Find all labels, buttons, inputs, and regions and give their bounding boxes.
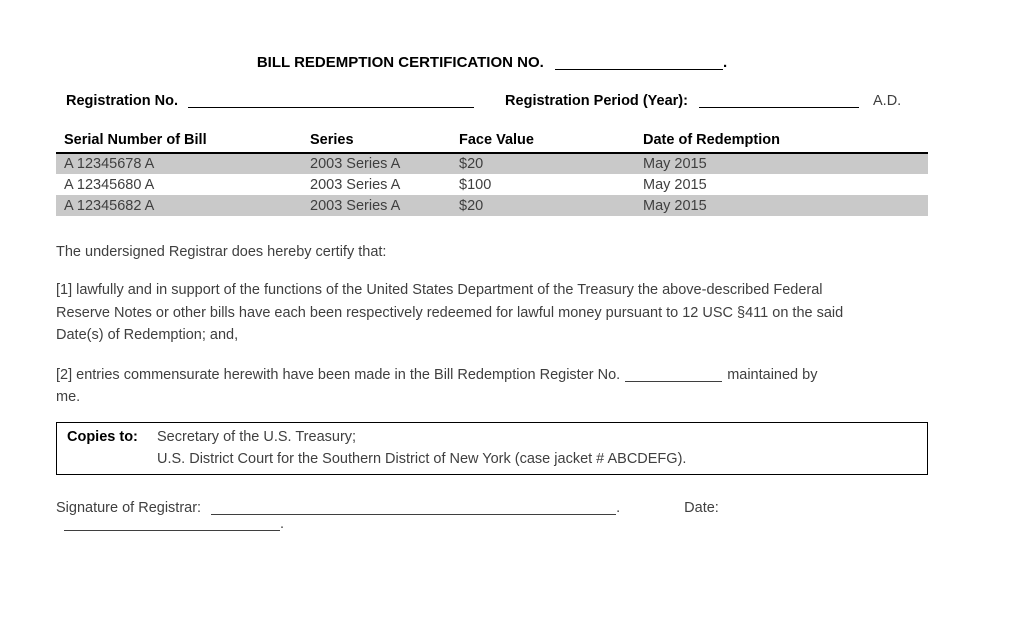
table-row [56, 153, 928, 174]
copies-to-content [157, 426, 927, 470]
clause-2-text-before: [2] entries commensurate herewith have been made in the Bill Redemption Register No. [56, 366, 621, 383]
clause-2-line-1 [56, 364, 928, 387]
cell-date: May 2015 [635, 153, 928, 174]
document-content [56, 0, 928, 532]
table-row [56, 174, 928, 195]
registration-line [56, 93, 928, 109]
signature-row [56, 500, 928, 532]
document-title: BILL REDEMPTION CERTIFICATION NO. [256, 54, 544, 71]
registration-period-blank[interactable] [699, 93, 859, 108]
cell-date: May 2015 [643, 176, 707, 193]
header-series: Series [302, 130, 451, 153]
title-period: . [722, 54, 728, 71]
cell-face-value: $20 [451, 195, 635, 216]
cell-series: 2003 Series A [310, 176, 401, 193]
clause-1-line: Date(s) of Redemption; and, [56, 327, 239, 343]
date-period: . [280, 515, 285, 532]
document-title-line [56, 0, 928, 71]
cell-face-value: $100 [459, 176, 492, 193]
cell-series: 2003 Series A [302, 195, 451, 216]
clause-2-line-2: me. [56, 389, 81, 405]
signature-period: . [616, 499, 621, 516]
copies-to-box [56, 422, 928, 475]
bill-redemption-table [56, 130, 928, 216]
cell-serial: A 12345680 A [64, 176, 155, 193]
date-label: Date: [684, 499, 719, 516]
date-blank[interactable] [64, 516, 280, 531]
registration-no-label: Registration No. [66, 93, 178, 109]
register-no-blank[interactable] [625, 367, 722, 382]
table-header-row [56, 130, 928, 153]
copies-recipient: Secretary of the U.S. Treasury; [157, 428, 357, 445]
registration-no-blank[interactable] [188, 93, 474, 108]
clause-1-line: Reserve Notes or other bills have each been respectively redeemed for lawful money pursuant to 12 USC §411 on the said [56, 304, 844, 321]
cell-series: 2003 Series A [302, 153, 451, 174]
cell-date: May 2015 [635, 195, 928, 216]
clause-1-line: [1] lawfully and in support of the functions of the United States Department of the Treasury the above-described Federal [56, 282, 823, 298]
certification-no-blank[interactable] [555, 55, 723, 70]
cell-serial: A 12345678 A [56, 153, 302, 174]
signature-blank[interactable] [211, 500, 616, 515]
header-face-value: Face Value [451, 130, 635, 153]
cell-serial: A 12345682 A [56, 195, 302, 216]
clause-2-text-after: maintained by [727, 366, 818, 383]
header-date-of-redemption: Date of Redemption [635, 130, 928, 153]
copies-to-label: Copies to: [67, 428, 138, 445]
clause-1 [56, 279, 928, 347]
copies-recipient: U.S. District Court for the Southern District of New York (case jacket # ABCDEFG). [157, 450, 687, 467]
era-label: A.D. [873, 93, 902, 109]
header-serial-number: Serial Number of Bill [56, 130, 302, 153]
certify-intro: The undersigned Registrar does hereby certify that: [56, 244, 387, 260]
clause-2 [56, 364, 928, 409]
signature-label: Signature of Registrar: [56, 499, 202, 516]
cell-face-value: $20 [451, 153, 635, 174]
registration-period-label: Registration Period (Year): [505, 93, 688, 109]
table-row [56, 195, 928, 216]
